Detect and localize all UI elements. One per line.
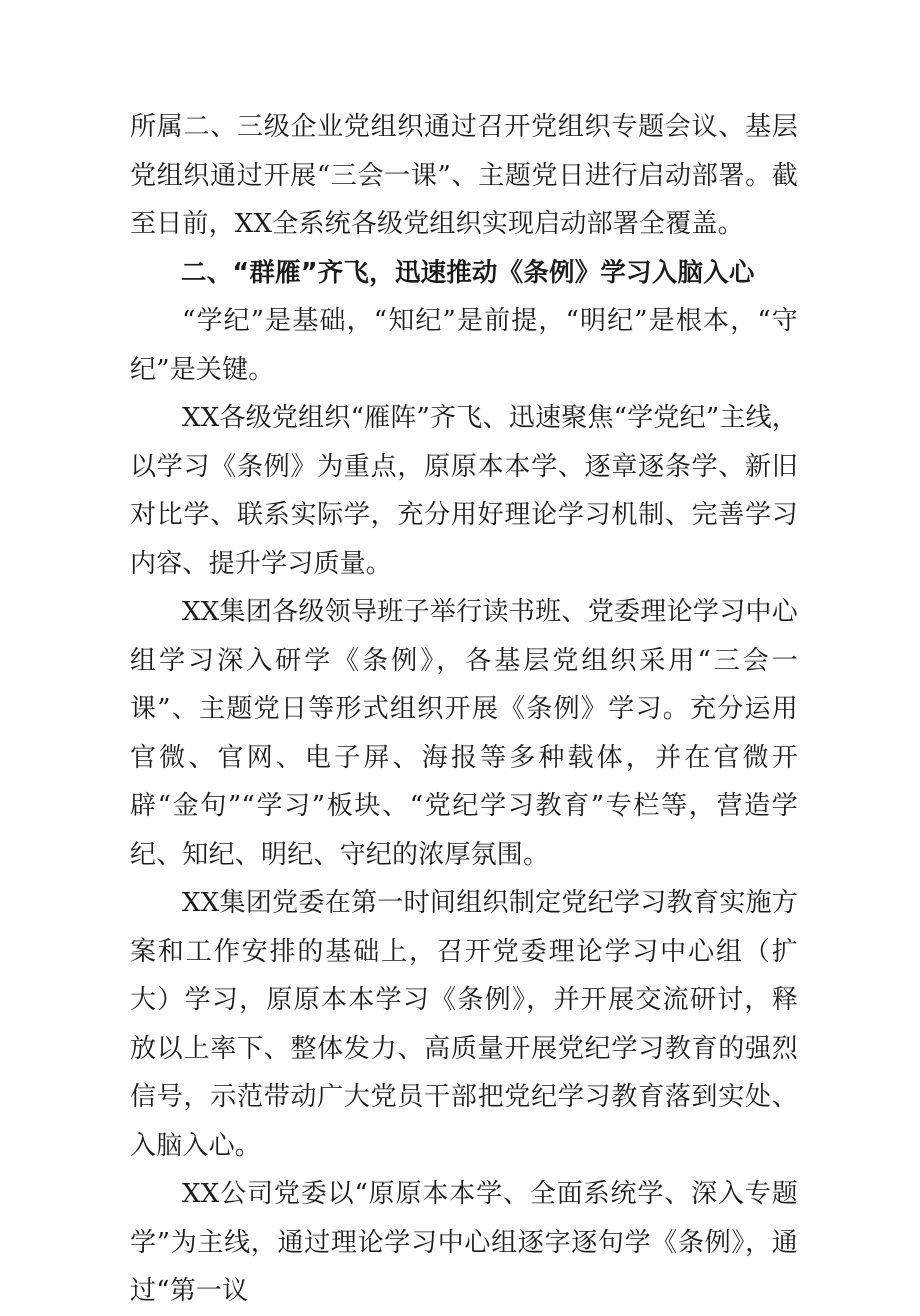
section-heading: 二、“群雁”齐飞，迅速推动《条例》学习入脑入心: [181, 257, 755, 288]
paragraph: XX集团各级领导班子举行读书班、党委理论学习中心组学习深入研学《条例》，各基层党组织采用“三会一课”、主题党日等形式组织开展《条例》学习。充分运用官微、官网、电子屏、海报等多种载体，并在官微开辟“金句”“学习”板块、“党纪学习教育”专栏等，营造学纪、知纪、明纪、守纪的浓厚氛围。: [130, 597, 798, 870]
paragraph: “学纪”是基础，“知纪”是前提，“明纪”是根本，“守纪”是关键。: [130, 306, 798, 385]
paragraph: XX集团党委在第一时间组织制定党纪学习教育实施方案和工作安排的基础上，召开党委理论学习中心组（扩大）学习，原原本本学习《条例》，并开展交流研讨，释放以上率下、整体发力、高质量开展党纪学习教育的强烈信号，示范带动广大党员干部把党纪学习教育落到实处、入脑入心。: [130, 888, 798, 1161]
paragraph: XX公司党委以“原原本本学、全面系统学、深入专题学”为主线，通过理论学习中心组逐字逐句学《条例》，通过“第一议: [130, 1179, 798, 1306]
document-body: [130, 103, 798, 1316]
paragraph-continuation: 所属二、三级企业党组织通过召开党组织专题会议、基层党组织通过开展“三会一课”、主题党日进行启动部署。截至日前，XX全系统各级党组织实现启动部署全覆盖。: [130, 112, 798, 239]
paragraph: XX各级党组织“雁阵”齐飞、迅速聚焦“学党纪”主线，以学习《条例》为重点，原原本本学、逐章逐条学、新旧对比学、联系实际学，充分用好理论学习机制、完善学习内容、提升学习质量。: [130, 403, 798, 579]
